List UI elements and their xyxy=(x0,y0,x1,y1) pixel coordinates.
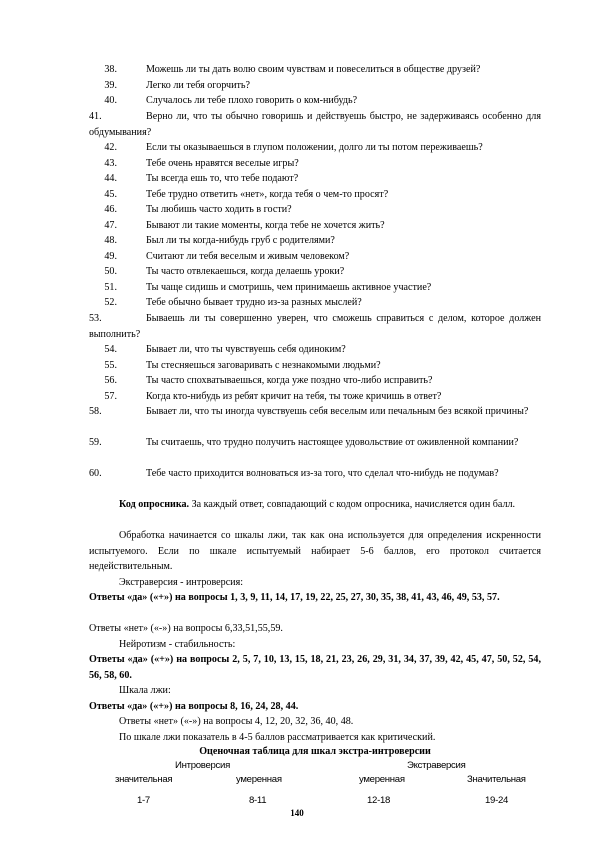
extraversion-label: Экстраверсия - интроверсия: xyxy=(119,577,244,588)
question-text: Ты стесняешься заговаривать с незнакомыми людьми? xyxy=(146,360,381,371)
page-number: 140 xyxy=(290,808,304,818)
question-number: 46. xyxy=(104,204,117,215)
question-number: 44. xyxy=(104,173,117,184)
table-column-header: умеренная xyxy=(236,774,282,785)
question-text: Если ты оказываешься в глупом положении, долго ли ты потом переживаешь? xyxy=(146,142,483,153)
table-group-introversion: Интроверсия xyxy=(175,760,230,771)
question-number: 42. xyxy=(104,142,117,153)
extraversion-yes-answers: Ответы «да» («+») на вопросы 1, 3, 9, 11, 14, 17, 19, 22, 25, 27, 30, 35, 38, 41, 43, 46, 49, 53, 57. xyxy=(89,592,500,603)
key-intro-text: За каждый ответ, совпадающий с кодом опросника, начисляется один балл. xyxy=(189,499,516,510)
key-heading: Код опросника. xyxy=(119,499,190,510)
table-title: Оценочная таблица для шкал экстра-интроверсии xyxy=(199,746,431,757)
question-text: Считают ли тебя веселым и живым человеком? xyxy=(146,251,350,262)
lie-no-answers: Ответы «нет» («-») на вопросы 4, 12, 20, 32, 36, 40, 48. xyxy=(119,716,354,727)
question-text: Ты часто спохватываешься, когда уже поздно что-либо исправить? xyxy=(146,375,433,386)
question-text: Легко ли тебя огорчить? xyxy=(146,80,251,91)
question-text: Бывает ли, что ты чувствуешь себя одиноким? xyxy=(146,344,346,355)
question-53 xyxy=(89,311,541,342)
table-range-cell: 19-24 xyxy=(485,795,509,806)
question-number: 39. xyxy=(104,80,117,91)
question-text: Тебе часто приходится волноваться из-за того, что сделал что-нибудь не подумав? xyxy=(146,468,499,479)
question-text: Случалось ли тебе плохо говорить о ком-нибудь? xyxy=(146,95,358,106)
table-column-header: значительная xyxy=(115,774,173,785)
question-number: 40. xyxy=(104,95,117,106)
question-text: Ты чаще сидишь и смотришь, чем принимаешь активное участие? xyxy=(146,282,432,293)
question-number: 58. xyxy=(89,406,102,417)
table-column-header: Значительная xyxy=(467,774,526,785)
question-text: Верно ли, что ты обычно говоришь и действуешь быстро, не задерживаясь особенно для обдумывания? xyxy=(89,111,541,138)
question-number: 53. xyxy=(89,313,102,324)
question-text: Ты любишь часто ходить в гости? xyxy=(146,204,292,215)
question-number: 56. xyxy=(104,375,117,386)
question-text: Можешь ли ты дать волю своим чувствам и повеселиться в обществе друзей? xyxy=(146,64,481,75)
question-number: 41. xyxy=(89,111,102,122)
question-number: 59. xyxy=(89,437,102,448)
question-number: 51. xyxy=(104,282,117,293)
question-number: 50. xyxy=(104,266,117,277)
neuroticism-yes-answers: Ответы «да» («+») на вопросы 2, 5, 7, 10, 13, 15, 18, 21, 23, 26, 29, 31, 34, 37, 39, 42, 45, 47, 50, 52, 54, 56, 58, 60. xyxy=(89,654,541,681)
question-number: 54. xyxy=(104,344,117,355)
question-text: Бывают ли такие моменты, когда тебе не хочется жить? xyxy=(146,220,385,231)
question-number: 47. xyxy=(104,220,117,231)
neuroticism-label: Нейротизм - стабильность: xyxy=(119,639,236,650)
question-58 xyxy=(89,404,541,420)
extraversion-no-answers: Ответы «нет» («-») на вопросы 6,33,51,55,59. xyxy=(89,623,283,634)
table-range-cell: 12-18 xyxy=(367,795,391,806)
question-59 xyxy=(89,435,541,451)
question-number: 43. xyxy=(104,158,117,169)
table-group-extraversion: Экстраверсия xyxy=(407,760,466,771)
question-text: Когда кто-нибудь из ребят кричит на тебя, ты тоже кричишь в ответ? xyxy=(146,391,442,402)
table-range-cell: 8-11 xyxy=(249,795,267,806)
question-text: Тебе очень нравятся веселые игры? xyxy=(146,158,299,169)
question-text: Ты считаешь, что трудно получить настоящее удовольствие от оживленной компании? xyxy=(146,437,519,448)
table-range-cell: 1-7 xyxy=(137,795,150,806)
question-number: 55. xyxy=(104,360,117,371)
question-text: Бывает ли, что ты иногда чувствуешь себя веселым или печальным без всякой причины? xyxy=(146,406,529,417)
question-60 xyxy=(89,466,541,482)
question-text: Бываешь ли ты совершенно уверен, что сможешь справиться с делом, которое должен выполнить? xyxy=(89,313,541,340)
question-text: Тебе обычно бывает трудно из-за разных мыслей? xyxy=(146,297,362,308)
question-number: 49. xyxy=(104,251,117,262)
question-number: 38. xyxy=(104,64,117,75)
lie-yes-answers: Ответы «да» («+») на вопросы 8, 16, 24, 28, 44. xyxy=(89,701,299,712)
question-41 xyxy=(89,109,541,140)
question-number: 45. xyxy=(104,189,117,200)
lie-critical-note: По шкале лжи показатель в 4-5 баллов рассматривается как критический. xyxy=(119,732,436,743)
question-number: 60. xyxy=(89,468,102,479)
question-text: Ты часто отвлекаешься, когда делаешь уроки? xyxy=(146,266,345,277)
question-text: Ты всегда ешь то, что тебе подают? xyxy=(146,173,299,184)
question-number: 57. xyxy=(104,391,117,402)
question-number: 52. xyxy=(104,297,117,308)
table-column-header: умеренная xyxy=(359,774,405,785)
question-text: Был ли ты когда-нибудь груб с родителями? xyxy=(146,235,335,246)
key-intro xyxy=(89,497,541,513)
processing-paragraph: Обработка начинается со шкалы лжи, так как она используется для определения искренности испытуемого. Если по шкале испытуемый набирает 5-6 баллов, его протокол считается недействительным. xyxy=(89,530,541,573)
lie-scale-label: Шкала лжи: xyxy=(119,685,171,696)
question-text: Тебе трудно ответить «нет», когда тебя о чем-то просят? xyxy=(146,189,389,200)
question-number: 48. xyxy=(104,235,117,246)
